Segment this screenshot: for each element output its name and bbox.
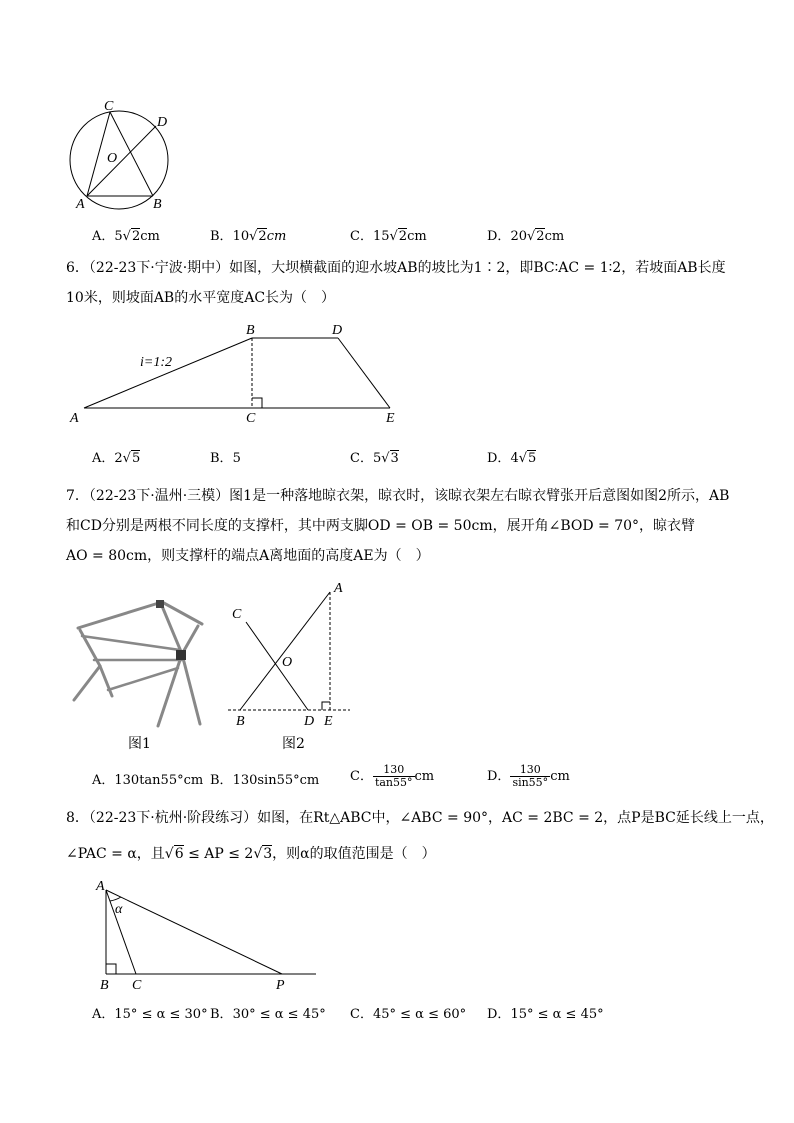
q7-fig2-diagram [226,578,356,730]
label-d: D [304,714,315,729]
option-letter: B． [210,229,233,244]
option-letter: D． [487,451,511,466]
option-letter: C． [350,1007,373,1022]
option-letter: A． [92,451,115,466]
option-unit: cm [266,229,287,244]
label-d: D [157,115,168,130]
q7-fig2-caption: 图2 [282,736,305,752]
segment-de [338,338,390,408]
label-c: C [232,607,242,622]
label-a: A [96,879,105,894]
label-o: O [107,151,118,166]
fraction-numerator: 130 [373,764,415,777]
q6-stem-line2: 10米，则坡面AB的水平宽度AC长为（ ） [66,290,336,306]
radicand: 6 [174,846,184,862]
angle-alpha-arc [110,897,121,901]
stem-part: ≤ AP ≤ 2 [183,846,254,862]
radicand: 3 [263,846,273,862]
option-letter: D． [487,1007,511,1022]
option-text: 45° ≤ α ≤ 60° [372,1007,467,1022]
label-a: A [76,197,85,212]
fraction-denominator: tan55° [374,776,413,789]
q8-triangle-figure [90,876,330,992]
option-coef: 5 [372,451,382,466]
option-radicand: 2 [398,229,408,244]
segment-ad [87,126,156,196]
label-b: B [153,197,162,212]
circle-o [70,111,168,209]
q6-option-c[interactable]: C．5√3 [350,451,399,466]
option-letter: A． [92,1007,115,1022]
q5-option-a[interactable]: A．5√2cm [92,229,160,244]
label-p: P [276,978,285,992]
segment-cd [246,622,308,710]
right-angle-mark [322,702,330,710]
label-e: E [386,411,395,426]
option-coef: 10 [232,229,250,244]
segment-ab [240,592,330,710]
slope-label: i=1:2 [140,355,172,370]
option-letter: D． [487,229,511,244]
option-text: 15° ≤ α ≤ 45° [510,1007,604,1022]
q6-dam-figure [66,318,406,428]
option-fraction [510,764,550,789]
q7-clothes-rack-figure [70,596,210,736]
q5-option-b[interactable]: B．10√2cm [210,229,287,244]
q7-fig1-caption: 图1 [128,736,151,752]
option-coef: 15 [372,229,390,244]
q7-option-d[interactable] [487,764,570,789]
option-letter: B． [210,773,233,788]
label-c: C [132,978,142,992]
option-text: 130tan55°cm [114,773,204,788]
q5-option-c[interactable]: C．15√2cm [350,229,427,244]
option-letter: B． [210,451,233,466]
option-coef: 2 [114,451,123,466]
q7-stem-line1: 7．（22-23下·温州·三模）图1是一种落地晾衣架，晾衣时，该晾衣架左右晾衣臂张开后意图如图2所示，AB [66,488,730,504]
q6-stem-line1: 6．（22-23下·宁波·期中）如图，大坝横截面的迎水坡AB的坡比为1∶2，即BC∶AC = 1∶2，若坡面AB长度 [66,260,726,276]
q6-option-d[interactable]: D．4√5 [487,451,537,466]
right-angle-mark [252,398,262,408]
label-a: A [70,411,79,426]
q8-stem-line1: 8．（22-23下·杭州·阶段练习）如图，在Rt△ABC中，∠ABC = 90°，AC = 2BC = 2，点P是BC延长线上一点， [66,810,774,826]
right-angle-mark [106,964,116,974]
label-b: B [236,714,245,729]
option-unit: cm [550,769,570,784]
option-fraction [373,764,415,789]
option-radicand: 5 [528,451,537,466]
q6-option-a[interactable]: A．2√5 [92,451,141,466]
q7-option-b[interactable] [210,772,319,790]
q5-option-d[interactable]: D．20√2cm [487,229,565,244]
q8-option-d[interactable] [487,1006,604,1024]
label-alpha: α [115,902,123,917]
option-letter: B． [210,1007,233,1022]
option-text: 15° ≤ α ≤ 30° [114,1007,208,1022]
option-letter: C． [350,769,373,784]
label-o: O [282,655,293,670]
q8-option-c[interactable] [350,1006,466,1024]
option-unit: cm [140,229,160,244]
label-d: D [332,323,343,338]
label-b: B [246,323,255,338]
label-a: A [334,581,343,596]
option-text: 130sin55°cm [232,773,320,788]
q6-option-b[interactable] [210,450,241,468]
segment-ap [106,890,282,974]
stem-part: ，则α的取值范围是（ ） [272,846,436,862]
q7-stem-line3: AO = 80cm，则支撑杆的端点A离地面的高度AE为（ ） [66,548,430,564]
fraction-denominator: sin55° [512,776,549,789]
option-coef: 5 [114,229,123,244]
option-radicand: 3 [390,451,399,466]
q7-stem-line2: 和CD分别是两根不同长度的支撑杆，其中两支脚OD = OB = 50cm，展开角∠BOD = 70°，晾衣臂 [66,518,696,534]
fraction-numerator: 130 [510,764,550,777]
q8-stem-line2: ∠PAC = α，且√6 ≤ AP ≤ 2√3，则α的取值范围是（ ） [66,846,436,862]
q8-option-b[interactable] [210,1006,326,1024]
option-radicand: 2 [258,229,267,244]
option-unit: cm [544,229,565,244]
q5-circle-figure [60,98,180,213]
option-letter: C． [350,451,373,466]
option-coef: 20 [510,229,527,244]
segment-ab [84,338,252,408]
option-text: 30° ≤ α ≤ 45° [232,1007,326,1022]
option-unit: cm [414,769,435,784]
q8-option-a[interactable] [92,1006,208,1024]
option-letter: D． [487,769,511,784]
option-radicand: 5 [131,451,141,466]
label-c: C [104,99,114,114]
option-coef: 4 [510,451,519,466]
label-e: E [324,714,333,729]
stem-part: ∠PAC = α，且 [66,846,165,862]
q7-option-c[interactable] [350,764,434,789]
option-value: 5 [232,451,241,466]
option-radicand: 2 [131,229,141,244]
q7-option-a[interactable] [92,772,203,790]
option-unit: cm [407,229,427,244]
option-letter: C． [350,229,373,244]
option-radicand: 2 [536,229,545,244]
label-b: B [100,978,109,992]
option-letter: A． [92,229,115,244]
option-letter: A． [92,773,115,788]
label-c: C [246,411,256,426]
